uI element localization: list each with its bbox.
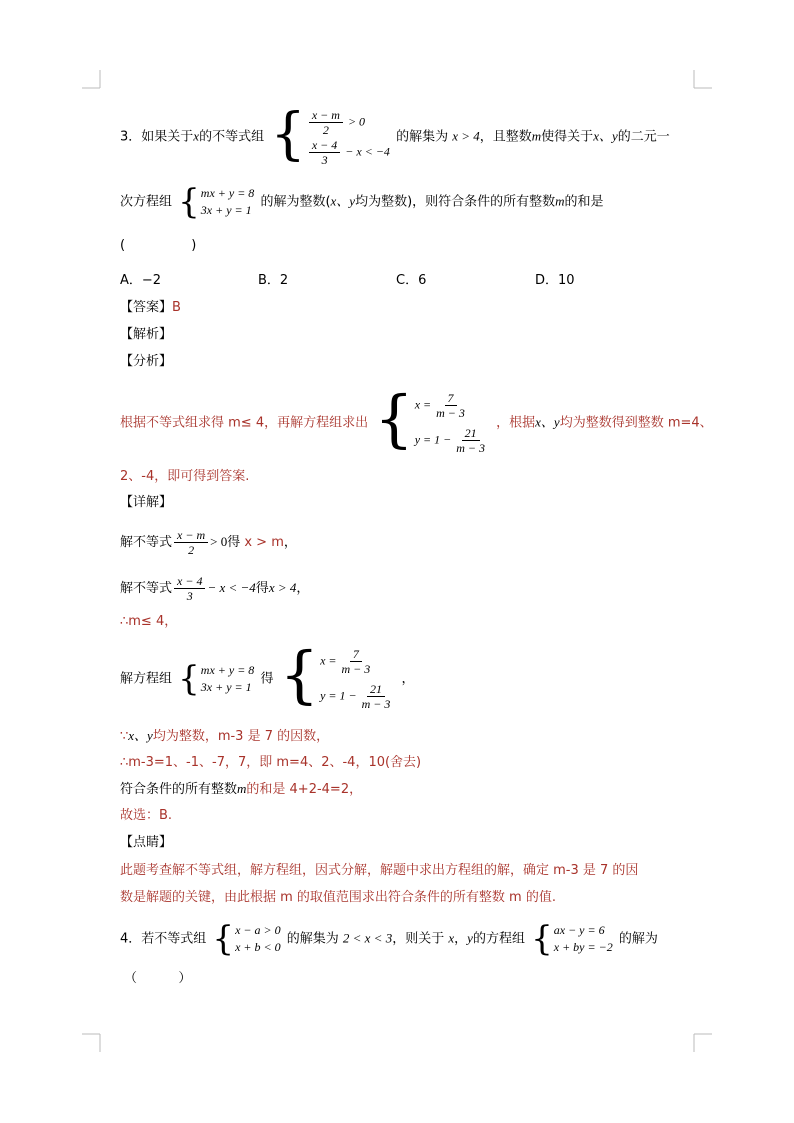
xiangjie-step2: 解不等式 $\frac{x - 4}{3}$ − x < −4得x > 4， <box>120 574 310 603</box>
xiangjie-step8: 故选：B. <box>120 808 173 823</box>
answer-label: 【答案】 <box>120 300 173 315</box>
brace-icon: { <box>212 919 235 959</box>
answer-line <box>120 298 181 318</box>
xiangjie-equation-system: { mx + y = 8 3x + y = 1 <box>178 659 255 699</box>
xiangjie-step3: ∴m≤ 4， <box>120 614 178 629</box>
var-x: x <box>193 128 200 144</box>
fenxi-label: 【分析】 <box>120 354 173 369</box>
dianjing-line1: 此题考查解不等式组，解方程组，因式分解，解题中求出方程组的解，确定 m-3 是 7 的因 <box>120 863 639 878</box>
q3-equation-system: { mx + y = 8 3x + y = 1 <box>178 182 255 222</box>
q3-text-b: 的不等式组 <box>199 129 265 145</box>
brace-icon: { <box>531 919 553 959</box>
q3-option-c[interactable]: C．6 <box>396 273 427 288</box>
q3-option-a[interactable]: A．−2 <box>120 273 162 288</box>
q3-line1: 3．如果关于x的不等式组 { $\frac{x - m}{2}$ > 0 $\frac{x - 4}{3}$ − x < −4 的解集为 x > 4，且整数m使得关于x、y的二元一 <box>120 102 670 167</box>
brace-icon: { <box>279 638 320 711</box>
xiangjie-solution-system: { x = $\frac{7}{m - 3}$ y = 1 − $\frac{21}{m - 3}$ <box>280 644 396 714</box>
solution-set: x > 4 <box>452 128 480 144</box>
q3-line2: 次方程组 { mx + y = 8 3x + y = 1 的解为整数(x、y均为整数)，则符合条件的所有整数m的和是 <box>120 182 604 222</box>
dianjing-line2: 数是解题的关键，由此根据 m 的取值范围求出符合条件的所有整数 m 的值. <box>120 890 556 905</box>
q4-inequality-system: { x − a > 0 x + b < 0 <box>212 919 281 959</box>
xiangjie-step4: 解方程组 { mx + y = 8 3x + y = 1 得 { x = $\frac{7}{m - 3}$ y = 1 − $\frac{21}{m - 3}$ ， <box>120 644 415 714</box>
q4-answer-paren: （ ） <box>124 971 192 986</box>
xiangjie-step5: ∵x、y均为整数，m-3 是 7 的因数， <box>120 728 330 744</box>
q4-equation-system: { ax − y = 6 x + by = −2 <box>531 919 613 959</box>
jiexi-label: 【解析】 <box>120 327 173 342</box>
q3-option-b[interactable]: B．2 <box>258 273 289 288</box>
fenxi-line1: 根据不等式组求得 m≤ 4，再解方程组求出 { x = $\frac{7}{m - 3}$ y = 1 − $\frac{21}{m - 3}$ ，根据x、y均为整数得到整数 m=4、 <box>120 388 713 458</box>
brace-icon: { <box>178 659 200 699</box>
q4-line1: 4．若不等式组 { x − a > 0 x + b < 0 的解集为 2 < x < 3，则关于 x，y的方程组 { ax − y = 6 x + by = −2 的解为 <box>120 919 658 959</box>
q3-option-d[interactable]: D．10 <box>535 273 575 288</box>
xiangjie-step7: 符合条件的所有整数m的和是 4+2-4=2， <box>120 781 363 797</box>
xiangjie-step1: 解不等式 $\frac{x - m}{2}$ > 0得 x > m， <box>120 528 297 557</box>
q3-inequality-system: { $\frac{x - m}{2}$ > 0 $\frac{x - 4}{3}$ − x < −4 <box>270 102 390 167</box>
xiangjie-label: 【详解】 <box>120 495 173 510</box>
q3-answer-paren: ( ) <box>120 238 197 253</box>
fenxi-line2: 2、-4，即可得到答案. <box>120 469 250 484</box>
fenxi-solution-system: { x = $\frac{7}{m - 3}$ y = 1 − $\frac{21}{m - 3}$ <box>374 388 490 458</box>
q3-text-c: 的解集为 <box>396 129 449 145</box>
xiangjie-step6: ∴m-3=1、-1、-7，7，即 m=4、2、-4，10(舍去) <box>120 755 422 770</box>
brace-icon: { <box>270 102 306 167</box>
dianjing-label: 【点睛】 <box>120 835 173 850</box>
brace-icon: { <box>374 382 414 455</box>
answer-value: B <box>172 300 181 315</box>
brace-icon: { <box>178 182 200 222</box>
q3-number-text: 3．如果关于 <box>120 129 194 145</box>
